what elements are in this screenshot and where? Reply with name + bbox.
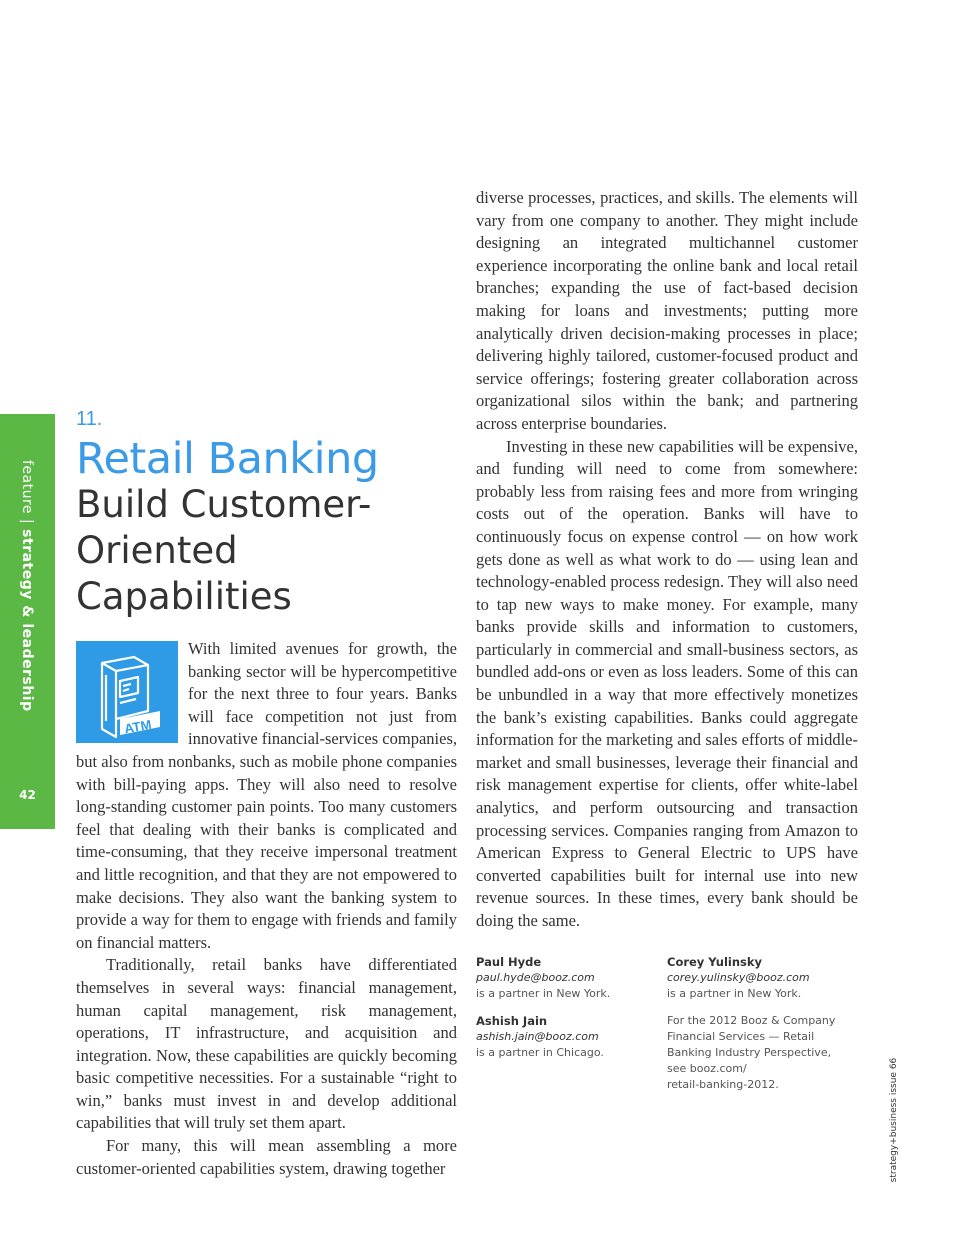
paragraph-3: For many, this will mean assembling a more customer-oriented capabilities system, drawing together [76, 1136, 457, 1178]
author-block [476, 954, 656, 1002]
issue-label-text: strategy+business issue 66 [889, 1057, 899, 1183]
article-column-left [76, 638, 457, 1180]
author-role: is a partner in New York. [667, 987, 802, 1000]
paragraph-5: Investing in these new capabilities will be expensive, and funding will need to come from somewhere: probably less from raising fees and more from wringing costs out of the operation. Banks will have to continuously focus on expense control — on how work gets done as well as what work to do — using lean and technology-enabled process redesign. They will also need to tap new ways to make money. For example, many banks provide skills and information to customers, particularly in commercial and small-business sectors, as bundled add-ons or even as loss leaders. Some of this can be unbundled in a way that more effectively monetizes the bank’s existing capabilities. Banks could aggregate information for the marketing and sales efforts of middle-market and small businesses, leverage their financial and risk management expertise for clients, offer white-label analytics, and perform outsourcing and transaction processing services. Companies ranging from Amazon to American Express to General Electric to UPS have converted capabilities built for internal use into new revenue sources. In these times, every bank should be doing the same. [476, 436, 858, 930]
section-separator: | [19, 519, 35, 525]
author-email[interactable]: paul.hyde@booz.com [476, 971, 595, 984]
note-line: Financial Services — Retail [667, 1030, 815, 1043]
author-role: is a partner in New York. [476, 987, 611, 1000]
note-line[interactable]: see booz.com/ [667, 1062, 747, 1075]
author-name: Ashish Jain [476, 1014, 548, 1028]
paragraph-4: diverse processes, practices, and skills. The elements will vary from one company to another. They might include designing an integrated multichannel customer experience incorporating the online bank and local retail branches; expanding the use of fact-based decision making for loans and investments; putting more analytically driven decision-making processes in place; delivering highly tailored, customer-focused product and service offerings; fostering greater collaboration across organizational silos within the bank; and partnering across enterprise boundaries. [476, 188, 858, 433]
section-name: feature [19, 460, 35, 515]
author-block [667, 954, 867, 1002]
note-line: Banking Industry Perspective, [667, 1046, 832, 1059]
author-name: Paul Hyde [476, 955, 542, 969]
author-block [476, 1013, 656, 1061]
author-role: is a partner in Chicago. [476, 1046, 604, 1059]
section-label [9, 460, 45, 720]
article-title: Retail Banking [76, 434, 379, 484]
author-email[interactable]: corey.yulinsky@booz.com [667, 971, 810, 984]
author-email[interactable]: ashish.jain@booz.com [476, 1030, 599, 1043]
paragraph-2: Traditionally, retail banks have differentiated themselves in several ways: financial management, human capital management, risk management, operations, IT infrastructure, and acquisition and integration. Now, these capabilities are quickly becoming basic competitive necessities. For a sustainable “right to win,” banks must invest in and develop additional capabilities that will truly set them apart. [76, 955, 457, 1133]
svg-text:ATM: ATM [123, 716, 153, 737]
note-line: For the 2012 Booz & Company [667, 1014, 836, 1027]
article-number: 11. [76, 408, 103, 430]
issue-label [884, 1050, 904, 1190]
icon-spacer [76, 638, 188, 746]
article-column-right [476, 187, 858, 933]
note-line[interactable]: retail-banking-2012. [667, 1078, 779, 1091]
paragraph-1: With limited avenues for growth, the banking sector will be hypercompetitive for the next three to four years. Banks will face competition not just from innovative financial-services companies, but also from nonbanks, such as mobile phone companies with bill-paying apps. They will also need to resolve long-standing customer pain points. Too many customers feel that dealing with their banks is complicated and time-consuming, that they receive impersonal treatment and little recognition, and that they are not empowered to make decisions. They also want the banking system to provide a way for them to engage with friends and family on financial matters. [76, 639, 457, 952]
page-number: 42 [19, 788, 36, 802]
author-name: Corey Yulinsky [667, 955, 763, 969]
section-topic: strategy & leadership [19, 529, 35, 712]
further-reading-note [667, 1013, 867, 1093]
article-subtitle: Build Customer-Oriented Capabilities [76, 483, 372, 618]
